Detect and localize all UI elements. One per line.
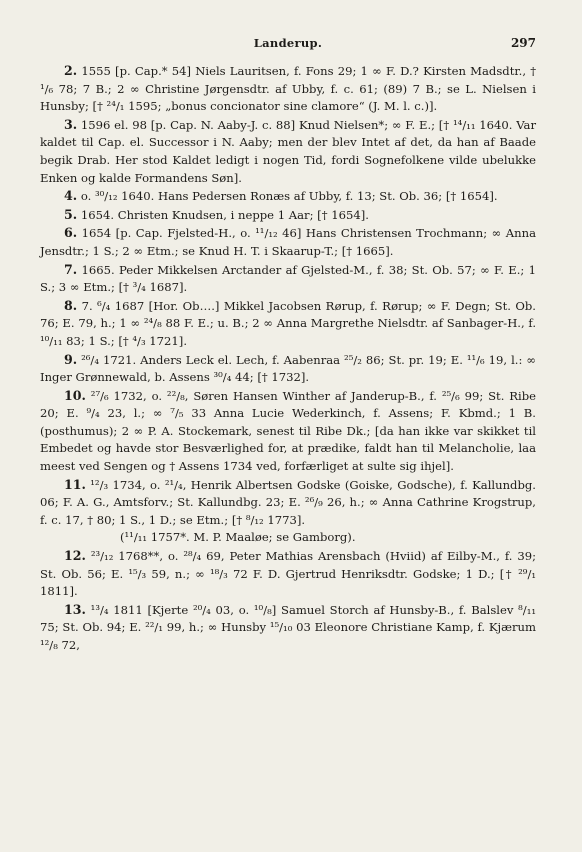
entry-number: 2. — [64, 63, 78, 78]
entry-3 — [40, 116, 536, 187]
entry-4 — [40, 187, 536, 206]
entry-number: 8. — [64, 297, 78, 313]
entry-text: (¹¹/₁₁ 1757*. M. P. Maaløe; se Gamborg). — [120, 530, 356, 545]
entry-text: ²⁶/₄ 1721. Anders Leck el. Lech, f. Aabenraa ²⁵/₂ 86; St. pr. 19; E. ¹¹/₆ 19, l.: ∞ Inger Grønnewald, b. Assens ³⁰/₄ 44; [† 1732]. — [40, 352, 537, 385]
entry-8 — [40, 297, 536, 351]
entry-text: 1654 [p. Cap. Fjelsted-H., o. ¹¹/₁₂ 46] Hans Christensen Trochmann; ∞ Anna Jensdtr.; 1 S.; 2 ∞ Etm.; se Knud H. T. i Skaarup-T.; [† 1665]. — [40, 226, 537, 258]
entry-text: 1654. Christen Knudsen, i neppe 1 Aar; [† 1654]. — [80, 207, 369, 222]
page-header — [40, 36, 536, 54]
entry-12 — [40, 547, 536, 601]
entry-text: o. ³⁰/₁₂ 1640. Hans Pedersen Ronæs af Ubby, f. 13; St. Ob. 36; [† 1654]. — [80, 189, 498, 204]
entry-7 — [40, 261, 536, 297]
entry-number: 13. — [64, 601, 86, 617]
entry-number: 9. — [64, 351, 78, 367]
page-number: 297 — [510, 36, 536, 50]
entry-number: 10. — [64, 387, 86, 403]
entry-11 — [40, 476, 536, 530]
entry-number: 11. — [64, 476, 86, 492]
entry-number: 4. — [64, 188, 78, 204]
entry-5 — [40, 206, 536, 225]
entry-text: 1665. Peder Mikkelsen Arctander af Gjelsted-M., f. 38; St. Ob. 57; ∞ F. E.; 1 S.; 3 ∞ Etm.; [† ³/₄ 1687]. — [40, 262, 537, 295]
entry-text: ¹²/₃ 1734, o. ²¹/₄, Henrik Albertsen Godske (Goiske, Godsche), f. Kallundbg. 06; F. A. G., Amtsforv.; St. Kallundbg. 23; E. ²⁶/₉ 26, h.; ∞ Anna Cathrine Krogstrup, f. c. 17, † 80; 1 S., 1 D.; se Etm.; [† ⁸/₁₂ 1773]. — [40, 477, 536, 527]
entry-text: ¹³/₄ 1811 [Kjerte ²⁰/₄ 03, o. ¹⁰/₈] Samuel Storch af Hunsby-B., f. Balslev ⁸/₁₁ 75; St. Ob. 94; E. ²²/₁ 99, h.; ∞ Hunsby ¹⁵/₁₀ 03 Eleonore Christiane Kamp, f. Kjærum ¹²/₈ 72, — [40, 602, 537, 652]
entry-13 — [40, 601, 536, 655]
text-body — [40, 62, 536, 655]
entry-10 — [40, 387, 536, 476]
entry-text: 1555 [p. Cap.* 54] Niels Lauritsen, f. Fons 29; 1 ∞ F. D.? Kirsten Madsdtr., † ¹/₆ 78; 7 B.; 2 ∞ Christine Jørgensdtr. af Ubby, f. c. 61; (89) 7 B.; se L. Nielsen i Hunsby; [† ²⁴/₁ 1595; „bonus concionator sine clamore“ (J. M. l. c.)]. — [40, 64, 536, 114]
entry-6 — [40, 224, 536, 260]
entry-aside — [40, 529, 536, 547]
entry-number: 12. — [64, 548, 86, 564]
entry-9 — [40, 351, 536, 387]
running-title: Landerup. — [253, 36, 323, 50]
entry-number: 5. — [64, 206, 78, 222]
entry-number: 6. — [64, 225, 78, 241]
entry-text: ²³/₁₂ 1768**, o. ²⁸/₄ 69, Peter Mathias Arensbach (Hviid) af Eilby-M., f. 39; St. Ob. 56; E. ¹⁵/₃ 59, n.; ∞ ¹⁸/₃ 72 F. D. Gjertrud Henriksdtr. Godske; 1 D.; [† ²⁹/₁ 1811]. — [40, 549, 536, 599]
entry-number: 7. — [64, 261, 78, 277]
entry-text: ²⁷/₆ 1732, o. ²²/₈, Søren Hansen Winther af Janderup-B., f. ²⁵/₆ 99; St. Ribe 20; E. ⁹/₄ 23, l.; ∞ ⁷/₅ 33 Anna Lucie Wederkinch, f. Assens; F. Kbmd.; 1 B. (posthumus); 2 ∞ P. A. Stockemark, senest til Ribe Dk.; [da han ikke var skikket til Embedet og havde stor Besværlighed for, at prædike, faldt han til Melancholie, laa meest ved Sengen og † Assens 1734 ved, forfærliget at sulte sig ihjel]. — [40, 388, 536, 474]
entry-text: 1596 el. 98 [p. Cap. N. Aaby-J. c. 88] Knud Nielsen*; ∞ F. E.; [† ¹⁴/₁₁ 1640. Var kaldet til Cap. el. Successor i N. Aaby; men der blev Intet af det, da han af Baade begik Drab. Her stod Kaldet ledigt i nogen Tid, fordi Sognefolkene vilde ubelukke Enken og kalde Formandens Søn]. — [40, 117, 537, 185]
entry-text: 7. ⁶/₄ 1687 [Hor. Ob….] Mikkel Jacobsen Rørup, f. Rørup; ∞ F. Degn; St. Ob. 76; E. 79, h.; 1 ∞ ²⁴/₈ 88 F. E.; u. B.; 2 ∞ Anna Margrethe Nielsdtr. af Sanbager-H., f. ¹⁰/₁₁ 83; 1 S.; [† ⁴/₃ 1721]. — [40, 298, 536, 348]
entry-2 — [40, 62, 536, 116]
entry-number: 3. — [64, 116, 78, 132]
